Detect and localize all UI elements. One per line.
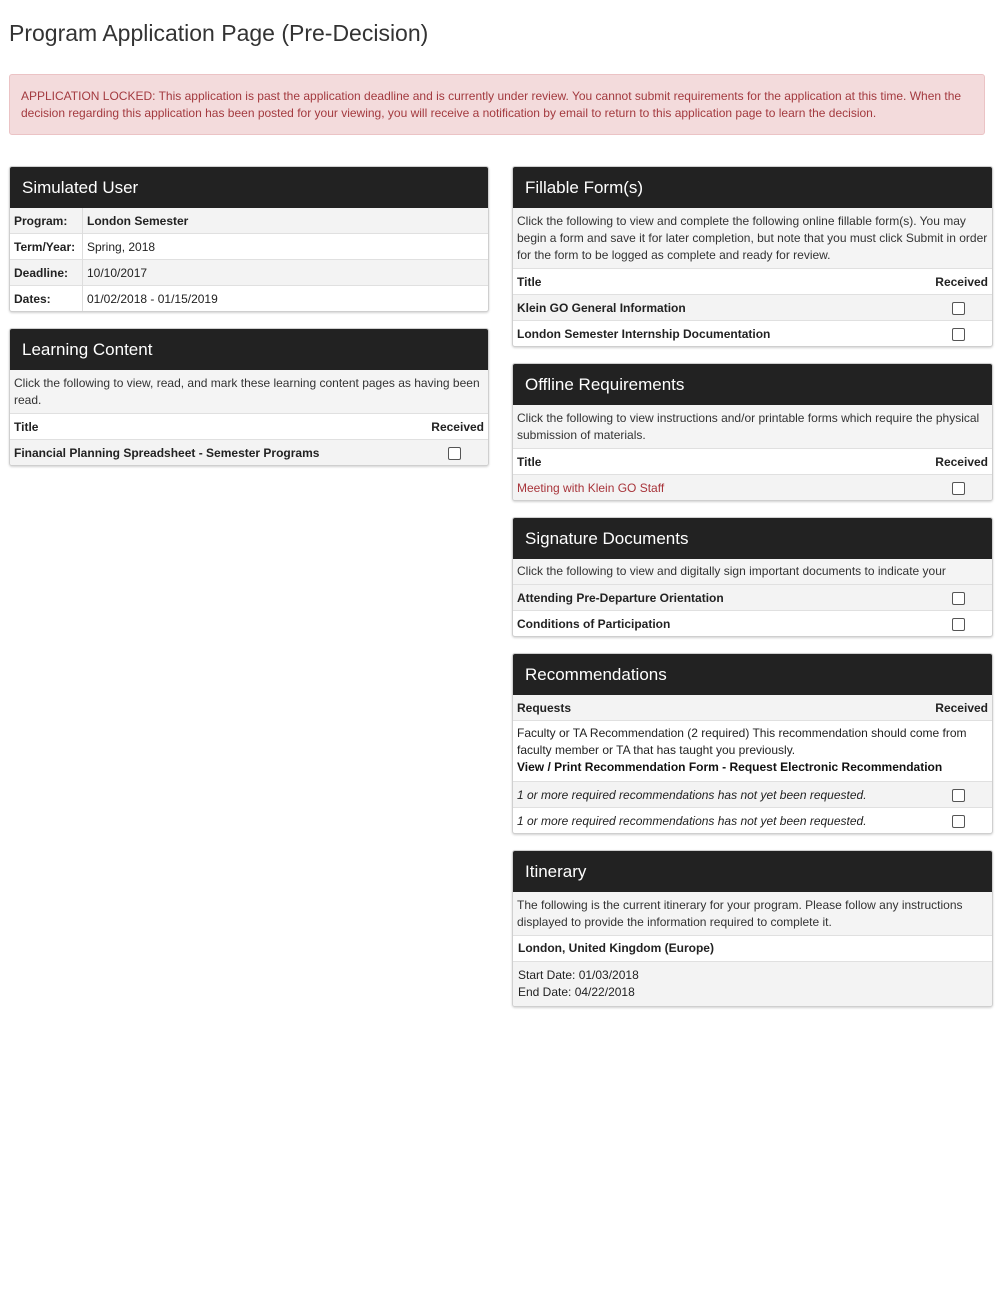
col-received: Received (935, 700, 988, 715)
panel-description: Click the following to view instructions and/or printable forms which require the physical submission of materials. (513, 405, 992, 448)
offline-requirements-table (513, 448, 992, 500)
row-label: Program: (10, 208, 83, 234)
itinerary-location: London, United Kingdom (Europe) (513, 935, 992, 961)
received-checkbox[interactable] (952, 815, 965, 828)
table-row (513, 611, 992, 637)
panel-description: Click the following to view, read, and mark these learning content pages as having been read. (10, 370, 488, 413)
table-row (513, 585, 992, 611)
col-title: Title (517, 454, 542, 469)
application-locked-alert: APPLICATION LOCKED: This application is past the application deadline and is currently under review. You cannot submit requirements for the application at this time. When the decision regarding this application has been posted for your viewing, you will receive a notification by email to return to this application page to learn the decision. (9, 74, 985, 135)
panel-heading: Offline Requirements (513, 364, 992, 405)
table-row (513, 295, 992, 321)
row-label: Term/Year: (10, 234, 83, 260)
table-header (513, 269, 992, 295)
right-column (512, 166, 993, 1023)
received-checkbox[interactable] (952, 789, 965, 802)
link-separator: - (718, 760, 730, 774)
recommendation-text: Faculty or TA Recommendation (2 required) This recommendation should come from faculty member or TA that has taught you previously. (517, 726, 967, 757)
received-checkbox[interactable] (952, 302, 965, 315)
simulated-user-table (10, 208, 488, 311)
fillable-forms-panel (512, 166, 993, 347)
recommendations-header-table (513, 695, 992, 720)
itinerary-panel (512, 850, 993, 1007)
learning-content-panel (9, 328, 489, 466)
dates-row (10, 286, 488, 312)
recommendations-table (513, 781, 992, 833)
panel-heading: Recommendations (513, 654, 992, 695)
recommendation-status: 1 or more required recommendations has not yet been requested. (517, 813, 867, 828)
request-electronic-recommendation-link[interactable]: Request Electronic Recommendation (729, 760, 943, 774)
table-header (513, 695, 992, 720)
itinerary-dates (513, 961, 992, 1006)
term-row (10, 234, 488, 260)
learning-item-link[interactable]: Financial Planning Spreadsheet - Semester Programs (14, 445, 320, 460)
recommendations-panel (512, 653, 993, 834)
recommendation-status: 1 or more required recommendations has not yet been requested. (517, 787, 867, 802)
fillable-forms-table (513, 268, 992, 346)
received-checkbox[interactable] (952, 592, 965, 605)
col-received: Received (431, 419, 484, 434)
table-row (513, 321, 992, 347)
panel-heading: Simulated User (10, 167, 488, 208)
simulated-user-panel (9, 166, 489, 312)
left-column (9, 166, 489, 482)
form-link-internship-documentation[interactable]: London Semester Internship Documentation (517, 326, 771, 341)
panel-heading: Fillable Form(s) (513, 167, 992, 208)
col-received: Received (935, 274, 988, 289)
col-title: Title (14, 419, 39, 434)
row-value: 10/10/2017 (87, 265, 148, 280)
learning-content-table (10, 413, 488, 465)
row-value: London Semester (87, 213, 189, 228)
table-row (513, 475, 992, 501)
offline-requirements-panel (512, 363, 993, 501)
col-received: Received (935, 454, 988, 469)
signature-documents-table (513, 584, 992, 636)
table-row (513, 808, 992, 834)
table-header (10, 414, 488, 440)
signature-doc-link-conditions[interactable]: Conditions of Participation (517, 616, 671, 631)
row-label: Deadline: (10, 260, 83, 286)
received-checkbox[interactable] (952, 482, 965, 495)
received-checkbox[interactable] (952, 618, 965, 631)
deadline-row (10, 260, 488, 286)
view-print-recommendation-link[interactable]: View / Print Recommendation Form (517, 760, 719, 774)
signature-documents-panel (512, 517, 993, 637)
col-title: Title (517, 274, 542, 289)
panel-description: The following is the current itinerary for your program. Please follow any instructions displayed to provide the information required to complete it. (513, 892, 992, 935)
end-date: End Date: 04/22/2018 (518, 985, 635, 999)
received-checkbox[interactable] (952, 328, 965, 341)
start-date: Start Date: 01/03/2018 (518, 968, 639, 982)
program-row (10, 208, 488, 234)
signature-doc-link-orientation[interactable]: Attending Pre-Departure Orientation (517, 590, 724, 605)
row-value: 01/02/2018 - 01/15/2019 (87, 291, 218, 306)
page-title: Program Application Page (Pre-Decision) (9, 20, 429, 46)
col-requests: Requests (517, 700, 572, 715)
panel-heading: Learning Content (10, 329, 488, 370)
form-link-general-information[interactable]: Klein GO General Information (517, 300, 686, 315)
table-row (513, 782, 992, 808)
offline-requirement-link[interactable]: Meeting with Klein GO Staff (517, 480, 665, 495)
table-row (10, 440, 488, 466)
panel-heading: Signature Documents (513, 518, 992, 559)
panel-description: Click the following to view and digitally sign important documents to indicate your (513, 559, 992, 584)
row-value: Spring, 2018 (87, 239, 156, 254)
table-header (513, 449, 992, 475)
recommendation-description (513, 720, 992, 781)
panel-heading: Itinerary (513, 851, 992, 892)
row-label: Dates: (10, 286, 83, 312)
received-checkbox[interactable] (448, 447, 461, 460)
panel-description: Click the following to view and complete the following online fillable form(s). You may begin a form and save it for later completion, but note that you must click Submit in order for the form to be logged as complete and ready for review. (513, 208, 992, 268)
